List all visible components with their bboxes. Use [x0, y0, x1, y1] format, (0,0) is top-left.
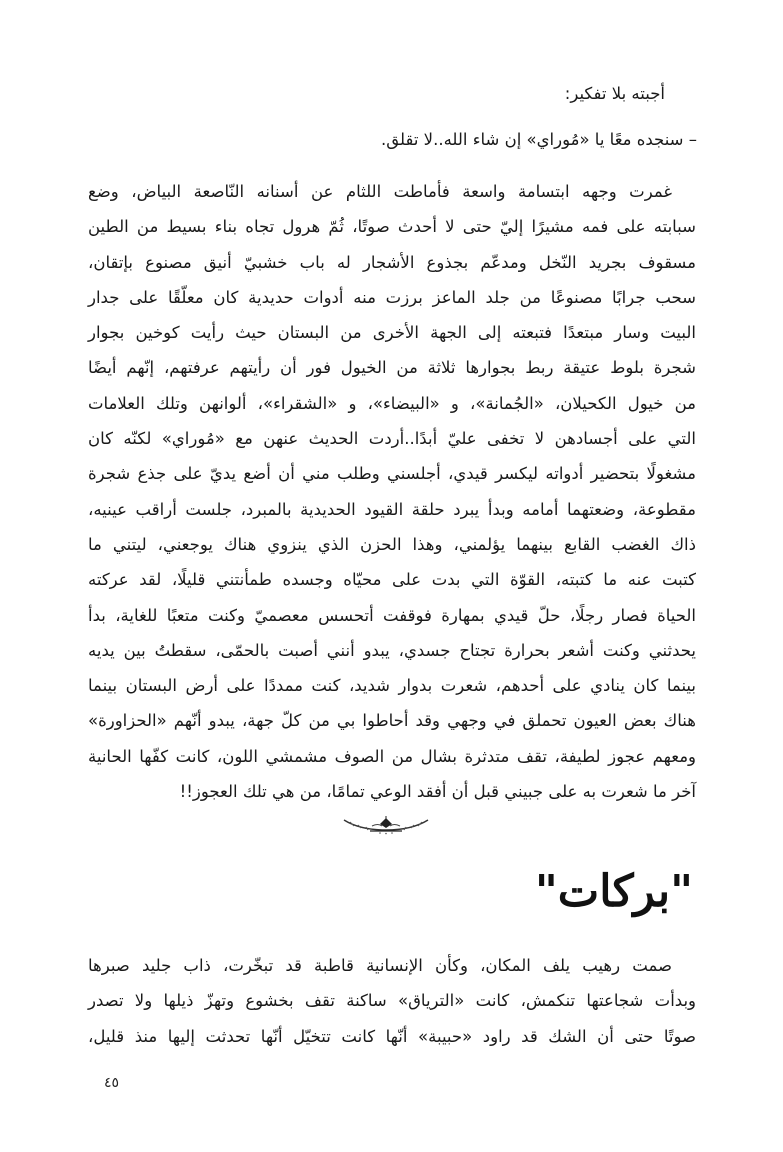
paragraph-line: سبابته على فمه مشيرًا إليّ حتى لا أحدث صوتًا، ثُمّ هرول تجاه بناء بسيط من الطين — [88, 217, 696, 237]
paragraph-line: آخر ما شعرت به على جبيني قبل أن أفقد الوعي تمامًا، من هي تلك العجوز!! — [179, 782, 696, 802]
paragraph-line: هناك بعض العيون تحملق في وجهي وقد أحاطوا بي من كلّ جهة، يبدو أنّهم «الحزاورة» — [88, 711, 696, 731]
paragraph-line: ذاك الغضب القابع بينهما يؤلمني، وهذا الحزن الذي ينزوي هناك يوجعني، ليتني ما — [88, 534, 696, 554]
paragraph-line: الحياة فصار رجلًا، حلّ قيدي بمهارة فوقفت أتحسس معصميّ وكنت متعبًا للغاية، بدأ — [88, 605, 696, 625]
paragraph-line: ومعهم عجوز لطيفة، تقف متدثرة بشال من الصوف مشمشي اللون، كانت كفّها الحانية — [88, 746, 696, 766]
paragraph-line: يحدثني وكنت أشعر بحرارة تجتاح جسدي، يبدو أنني أصبت بالحمّى، سقطتُ بين يديه — [88, 640, 696, 660]
paragraph-line: صمت رهيب يلف المكان، وكأن الإنسانية قاطبة قد تبخّرت، ذاب جليد صبرها — [88, 956, 672, 975]
paragraph-line: مسقوف بجريد النّخل ومدعّم بجذوع الأشجار له باب خشبيّ أنيق مصنوع بإتقان، — [88, 252, 696, 272]
page-number: ٤٥ — [104, 1075, 120, 1091]
paragraph-line: صوتًا حتى أن الشك قد راود «حبيبة» أنّها كانت تتخيّل أنّها تحدثت إليها منذ قليل، — [88, 1026, 696, 1046]
paragraph-1 — [88, 174, 696, 809]
paragraph-line: من خيول الكحيلان، «الجُمانة»، و «البيضاء»، و «الشقراء»، ألوانهن وتلك العلامات — [88, 393, 696, 413]
paragraph-2 — [88, 948, 696, 1054]
paragraph-line: مشغولًا بتحضير أدواته ليكسر قيدي، أجلسني وطلب مني أن أضع يديّ على جذع شجرة — [88, 464, 696, 484]
paragraph-line: وبدأت شجاعتها تنكمش، كانت «الترياق» ساكنة تقف بخشوع وتهزّ ذيلها ولا تصدر — [88, 991, 696, 1011]
paragraph-line: غمرت وجهه ابتسامة واسعة فأماطت اللثام عن أسنانه النّاصعة البياض، وضع — [88, 182, 672, 201]
paragraph-line: التي على أجسادهن لا تخفى عليّ أبدًا..أردت الحديث عنهن مع «مُوراي» لكنّه كان — [88, 429, 696, 449]
paragraph-line: سحب جرابًا مصنوعًا من جلد الماعز برزت منه أدوات حديدية كان معلّقًا على جدار — [88, 287, 696, 307]
paragraph-line: مقطوعة، وضعتهما أمامه وبدأ يبرد حلقة القيود الحديدية بالمبرد، جلست أراقب عينيه، — [88, 499, 696, 519]
paragraph-line: البيت وسار مبتعدًا فتبعته إلى الجهة الأخرى من البستان حيث رأيت كوخين بجوار — [88, 323, 696, 343]
paragraph-line: كتبت عنه ما كتبته، القوّة التي بدت على محيّاه وجسده طمأنتني قليلًا، لقد عركته — [88, 570, 696, 590]
floral-divider-icon — [340, 814, 432, 836]
dialog-line: – سنجده معًا يا «مُوراي» إن شاء الله..لا تقلق. — [381, 130, 697, 149]
chapter-title: "بركات" — [534, 866, 693, 917]
dialog-intro-line: أجبته بلا تفكير: — [564, 84, 665, 103]
paragraph-line: شجرة بلوط عتيقة ربط بجوارها ثلاثة من الخيول فور أن رأيتهم عرفتهم، إنّهم أيضًا — [88, 358, 696, 378]
paragraph-line: بينما كان ينادي على أحدهم، شعرت بدوار شديد، كنت ممددًا على أرض البستان بينما — [88, 676, 696, 696]
